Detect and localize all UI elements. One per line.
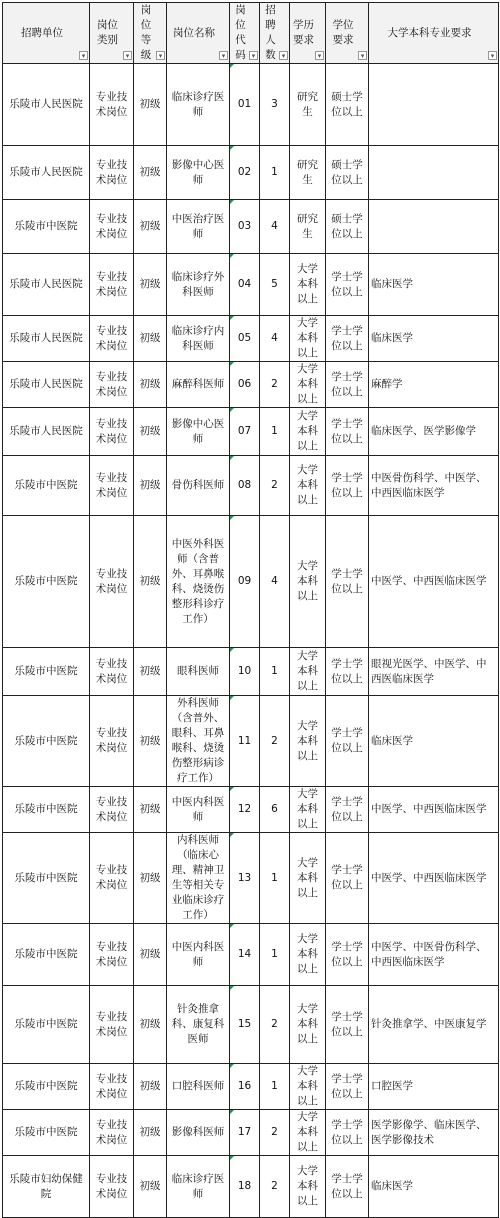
filter-dropdown-icon[interactable]: ▾ (156, 51, 165, 60)
cell-major[interactable]: 临床医学 (369, 254, 499, 316)
filter-dropdown-icon[interactable]: ▾ (488, 51, 497, 60)
cell-level[interactable]: 初级 (134, 146, 167, 200)
cell-unit[interactable]: 乐陵市中医院 (3, 516, 90, 648)
column-header-unit (3, 3, 90, 64)
cell-unit[interactable]: 乐陵市中医院 (3, 1110, 90, 1156)
cell-unit[interactable]: 乐陵市妇幼保健院 (3, 1156, 90, 1218)
cell-category[interactable]: 专业技术岗位 (90, 146, 134, 200)
cell-category[interactable]: 专业技术岗位 (90, 1064, 134, 1110)
cell-count[interactable]: 5 (260, 254, 290, 316)
filter-dropdown-icon[interactable]: ▾ (123, 51, 132, 60)
cell-name[interactable]: 口腔科医师 (167, 1064, 230, 1110)
cell-degree[interactable]: 学士学位以上 (326, 787, 369, 833)
cell-category[interactable]: 专业技术岗位 (90, 696, 134, 787)
filter-dropdown-icon[interactable]: ▾ (79, 51, 88, 60)
table-row (3, 986, 499, 1064)
cell-count[interactable]: 1 (260, 146, 290, 200)
cell-category[interactable]: 专业技术岗位 (90, 254, 134, 316)
cell-name[interactable]: 内科医师（临床心理、精神卫生等相关专业临床诊疗工作） (167, 833, 230, 924)
cell-degree[interactable]: 学士学位以上 (326, 1156, 369, 1218)
cell-count[interactable]: 2 (260, 456, 290, 516)
cell-degree[interactable]: 学士学位以上 (326, 1064, 369, 1110)
cell-level[interactable]: 初级 (134, 833, 167, 924)
cell-degree[interactable]: 学士学位以上 (326, 316, 369, 362)
cell-code[interactable]: 06 (230, 362, 260, 408)
cell-code[interactable]: 18 (230, 1156, 260, 1218)
cell-unit[interactable]: 乐陵市中医院 (3, 924, 90, 986)
column-header-major (369, 3, 499, 64)
cell-code[interactable]: 10 (230, 648, 260, 696)
cell-education[interactable]: 大学本科以上 (290, 787, 326, 833)
cell-name[interactable]: 麻醉科医师 (167, 362, 230, 408)
cell-education[interactable]: 大学本科以上 (290, 362, 326, 408)
cell-education[interactable]: 研究生 (290, 146, 326, 200)
cell-name[interactable]: 中医内科医师 (167, 924, 230, 986)
cell-degree[interactable]: 学士学位以上 (326, 648, 369, 696)
cell-major[interactable]: 麻醉学 (369, 362, 499, 408)
cell-degree[interactable]: 硕士学位以上 (326, 64, 369, 146)
cell-name[interactable]: 眼科医师 (167, 648, 230, 696)
table-row (3, 833, 499, 924)
cell-code[interactable]: 01 (230, 64, 260, 146)
cell-degree[interactable]: 学士学位以上 (326, 254, 369, 316)
cell-category[interactable]: 专业技术岗位 (90, 456, 134, 516)
cell-major[interactable]: 中医骨伤科学、中医学、中西医临床医学 (369, 456, 499, 516)
cell-code[interactable]: 17 (230, 1110, 260, 1156)
cell-category[interactable]: 专业技术岗位 (90, 787, 134, 833)
cell-name[interactable]: 临床诊疗医师 (167, 1156, 230, 1218)
filter-dropdown-icon[interactable]: ▾ (315, 51, 324, 60)
cell-level[interactable]: 初级 (134, 64, 167, 146)
filter-dropdown-icon[interactable]: ▾ (279, 51, 288, 60)
cell-major[interactable]: 中医学、中西医临床医学 (369, 516, 499, 648)
table-row (3, 1156, 499, 1218)
cell-unit[interactable]: 乐陵市人民医院 (3, 362, 90, 408)
table-row (3, 696, 499, 787)
cell-major[interactable]: 临床医学 (369, 696, 499, 787)
cell-education[interactable]: 大学本科以上 (290, 648, 326, 696)
cell-education[interactable]: 大学本科以上 (290, 316, 326, 362)
cell-degree[interactable]: 学士学位以上 (326, 408, 369, 456)
cell-level[interactable]: 初级 (134, 924, 167, 986)
cell-count[interactable]: 1 (260, 924, 290, 986)
cell-count[interactable]: 1 (260, 1064, 290, 1110)
cell-category[interactable]: 专业技术岗位 (90, 362, 134, 408)
cell-code[interactable]: 12 (230, 787, 260, 833)
cell-degree[interactable]: 硕士学位以上 (326, 146, 369, 200)
cell-category[interactable]: 专业技术岗位 (90, 1110, 134, 1156)
table-row (3, 924, 499, 986)
table-row (3, 362, 499, 408)
cell-degree[interactable]: 学士学位以上 (326, 456, 369, 516)
cell-count[interactable]: 6 (260, 787, 290, 833)
cell-education[interactable]: 大学本科以上 (290, 833, 326, 924)
cell-unit[interactable]: 乐陵市中医院 (3, 1064, 90, 1110)
cell-count[interactable]: 2 (260, 1156, 290, 1218)
cell-name[interactable]: 临床诊疗外科医师 (167, 254, 230, 316)
cell-level[interactable]: 初级 (134, 696, 167, 787)
cell-count[interactable]: 2 (260, 362, 290, 408)
cell-unit[interactable]: 乐陵市人民医院 (3, 146, 90, 200)
cell-level[interactable]: 初级 (134, 456, 167, 516)
cell-degree[interactable]: 学士学位以上 (326, 516, 369, 648)
cell-unit[interactable]: 乐陵市中医院 (3, 200, 90, 254)
cell-name[interactable]: 影像科医师 (167, 1110, 230, 1156)
table-row (3, 1110, 499, 1156)
cell-code[interactable]: 15 (230, 986, 260, 1064)
cell-level[interactable]: 初级 (134, 648, 167, 696)
column-header-code (230, 3, 260, 64)
table-row (3, 648, 499, 696)
column-header-name (167, 3, 230, 64)
cell-education[interactable]: 大学本科以上 (290, 456, 326, 516)
cell-name[interactable]: 中医内科医师 (167, 787, 230, 833)
cell-name[interactable]: 针灸推拿科、康复科医师 (167, 986, 230, 1064)
column-header-label: 岗位类别 (97, 19, 118, 46)
cell-count[interactable]: 2 (260, 1110, 290, 1156)
cell-count[interactable]: 1 (260, 408, 290, 456)
column-header-label: 招聘单位 (21, 26, 63, 39)
table-row (3, 64, 499, 146)
column-header-education (290, 3, 326, 64)
filter-dropdown-icon[interactable]: ▾ (358, 51, 367, 60)
cell-unit[interactable]: 乐陵市中医院 (3, 696, 90, 787)
table-body (3, 64, 499, 1218)
cell-education[interactable]: 大学本科以上 (290, 986, 326, 1064)
cell-category[interactable]: 专业技术岗位 (90, 408, 134, 456)
recruitment-table (2, 2, 499, 1218)
table-row (3, 516, 499, 648)
cell-category[interactable]: 专业技术岗位 (90, 64, 134, 146)
cell-category[interactable]: 专业技术岗位 (90, 833, 134, 924)
cell-education[interactable]: 大学本科以上 (290, 1064, 326, 1110)
cell-name[interactable]: 影像中心医师 (167, 408, 230, 456)
cell-category[interactable]: 专业技术岗位 (90, 986, 134, 1064)
cell-major[interactable]: 中医学、中西医临床医学 (369, 787, 499, 833)
column-header-label: 学位要求 (332, 19, 354, 46)
cell-name[interactable]: 外科医师（含普外、眼科、耳鼻喉科、烧烫伤整形病诊疗工作） (167, 696, 230, 787)
cell-major[interactable]: 临床医学、医学影像学 (369, 408, 499, 456)
table-row (3, 200, 499, 254)
cell-level[interactable]: 初级 (134, 986, 167, 1064)
cell-major[interactable]: 临床医学 (369, 1156, 499, 1218)
cell-degree[interactable]: 学士学位以上 (326, 924, 369, 986)
table-row (3, 146, 499, 200)
cell-education[interactable]: 大学本科以上 (290, 1156, 326, 1218)
cell-degree[interactable]: 学士学位以上 (326, 833, 369, 924)
cell-education[interactable]: 大学本科以上 (290, 1110, 326, 1156)
table-row (3, 254, 499, 316)
cell-unit[interactable]: 乐陵市人民医院 (3, 316, 90, 362)
cell-code[interactable]: 07 (230, 408, 260, 456)
column-header-label: 岗位代码 (235, 4, 246, 61)
cell-major[interactable]: 临床医学 (369, 316, 499, 362)
table-row (3, 787, 499, 833)
cell-unit[interactable]: 乐陵市中医院 (3, 833, 90, 924)
cell-degree[interactable]: 硕士学位以上 (326, 200, 369, 254)
cell-count[interactable]: 3 (260, 64, 290, 146)
cell-major[interactable]: 针灸推拿学、中医康复学 (369, 986, 499, 1064)
cell-major[interactable]: 中医学、中西医临床医学 (369, 833, 499, 924)
cell-degree[interactable]: 学士学位以上 (326, 696, 369, 787)
cell-code[interactable]: 11 (230, 696, 260, 787)
cell-education[interactable]: 大学本科以上 (290, 696, 326, 787)
header-row (3, 3, 499, 64)
cell-education[interactable]: 大学本科以上 (290, 924, 326, 986)
cell-major[interactable]: 眼视光医学、中医学、中西医临床医学 (369, 648, 499, 696)
cell-major[interactable] (369, 200, 499, 254)
column-header-degree (326, 3, 369, 64)
cell-code[interactable]: 04 (230, 254, 260, 316)
cell-education[interactable]: 研究生 (290, 200, 326, 254)
cell-count[interactable]: 4 (260, 516, 290, 648)
cell-name[interactable]: 骨伤科医师 (167, 456, 230, 516)
cell-education[interactable]: 研究生 (290, 64, 326, 146)
cell-name[interactable]: 影像中心医师 (167, 146, 230, 200)
cell-level[interactable]: 初级 (134, 787, 167, 833)
cell-level[interactable]: 初级 (134, 408, 167, 456)
cell-code[interactable]: 03 (230, 200, 260, 254)
cell-major[interactable] (369, 64, 499, 146)
cell-code[interactable]: 08 (230, 456, 260, 516)
cell-level[interactable]: 初级 (134, 1064, 167, 1110)
table-row (3, 316, 499, 362)
cell-unit[interactable]: 乐陵市人民医院 (3, 64, 90, 146)
cell-name[interactable]: 中医治疗医师 (167, 200, 230, 254)
cell-major[interactable]: 口腔医学 (369, 1064, 499, 1110)
cell-count[interactable]: 2 (260, 986, 290, 1064)
cell-category[interactable]: 专业技术岗位 (90, 1156, 134, 1218)
column-header-category (90, 3, 134, 64)
table-row (3, 408, 499, 456)
table-row (3, 456, 499, 516)
cell-degree[interactable]: 学士学位以上 (326, 362, 369, 408)
cell-name[interactable]: 中医外科医师（含普外、耳鼻喉科、烧烫伤整形科诊疗工作） (167, 516, 230, 648)
cell-major[interactable]: 医学影像学、临床医学、医学影像技术 (369, 1110, 499, 1156)
cell-code[interactable]: 16 (230, 1064, 260, 1110)
cell-level[interactable]: 初级 (134, 254, 167, 316)
filter-dropdown-icon[interactable]: ▾ (249, 51, 258, 60)
cell-category[interactable]: 专业技术岗位 (90, 316, 134, 362)
column-header-level (134, 3, 167, 64)
cell-code[interactable]: 09 (230, 516, 260, 648)
cell-code[interactable]: 05 (230, 316, 260, 362)
cell-name[interactable]: 临床诊疗医师 (167, 64, 230, 146)
cell-education[interactable]: 大学本科以上 (290, 408, 326, 456)
cell-count[interactable]: 1 (260, 648, 290, 696)
cell-level[interactable]: 初级 (134, 362, 167, 408)
column-header-label: 岗位等级 (140, 4, 152, 61)
cell-level[interactable]: 初级 (134, 200, 167, 254)
cell-category[interactable]: 专业技术岗位 (90, 200, 134, 254)
cell-unit[interactable]: 乐陵市人民医院 (3, 408, 90, 456)
cell-count[interactable]: 1 (260, 833, 290, 924)
table-row (3, 1064, 499, 1110)
cell-degree[interactable]: 学士学位以上 (326, 1110, 369, 1156)
cell-category[interactable]: 专业技术岗位 (90, 924, 134, 986)
cell-code[interactable]: 14 (230, 924, 260, 986)
column-header-label: 招聘人数 (265, 4, 276, 61)
cell-major[interactable] (369, 146, 499, 200)
cell-level[interactable]: 初级 (134, 516, 167, 648)
column-header-count (260, 3, 290, 64)
cell-level[interactable]: 初级 (134, 1110, 167, 1156)
cell-major[interactable]: 中医学、中医骨伤科学、中西医临床医学 (369, 924, 499, 986)
filter-dropdown-icon[interactable]: ▾ (219, 51, 228, 60)
cell-level[interactable]: 初级 (134, 1156, 167, 1218)
cell-education[interactable]: 大学本科以上 (290, 254, 326, 316)
cell-unit[interactable]: 乐陵市中医院 (3, 648, 90, 696)
column-header-label: 大学本科专业要求 (387, 26, 472, 39)
cell-category[interactable]: 专业技术岗位 (90, 516, 134, 648)
cell-degree[interactable]: 学士学位以上 (326, 986, 369, 1064)
cell-count[interactable]: 4 (260, 316, 290, 362)
cell-count[interactable]: 2 (260, 696, 290, 787)
cell-name[interactable]: 临床诊疗内科医师 (167, 316, 230, 362)
column-header-label: 学历要求 (293, 19, 314, 46)
cell-unit[interactable]: 乐陵市中医院 (3, 456, 90, 516)
cell-code[interactable]: 13 (230, 833, 260, 924)
cell-category[interactable]: 专业技术岗位 (90, 648, 134, 696)
cell-unit[interactable]: 乐陵市中医院 (3, 986, 90, 1064)
cell-unit[interactable]: 乐陵市中医院 (3, 787, 90, 833)
cell-count[interactable]: 4 (260, 200, 290, 254)
cell-unit[interactable]: 乐陵市人民医院 (3, 254, 90, 316)
cell-code[interactable]: 02 (230, 146, 260, 200)
cell-education[interactable]: 大学本科以上 (290, 516, 326, 648)
cell-level[interactable]: 初级 (134, 316, 167, 362)
column-header-label: 岗位名称 (173, 26, 215, 39)
